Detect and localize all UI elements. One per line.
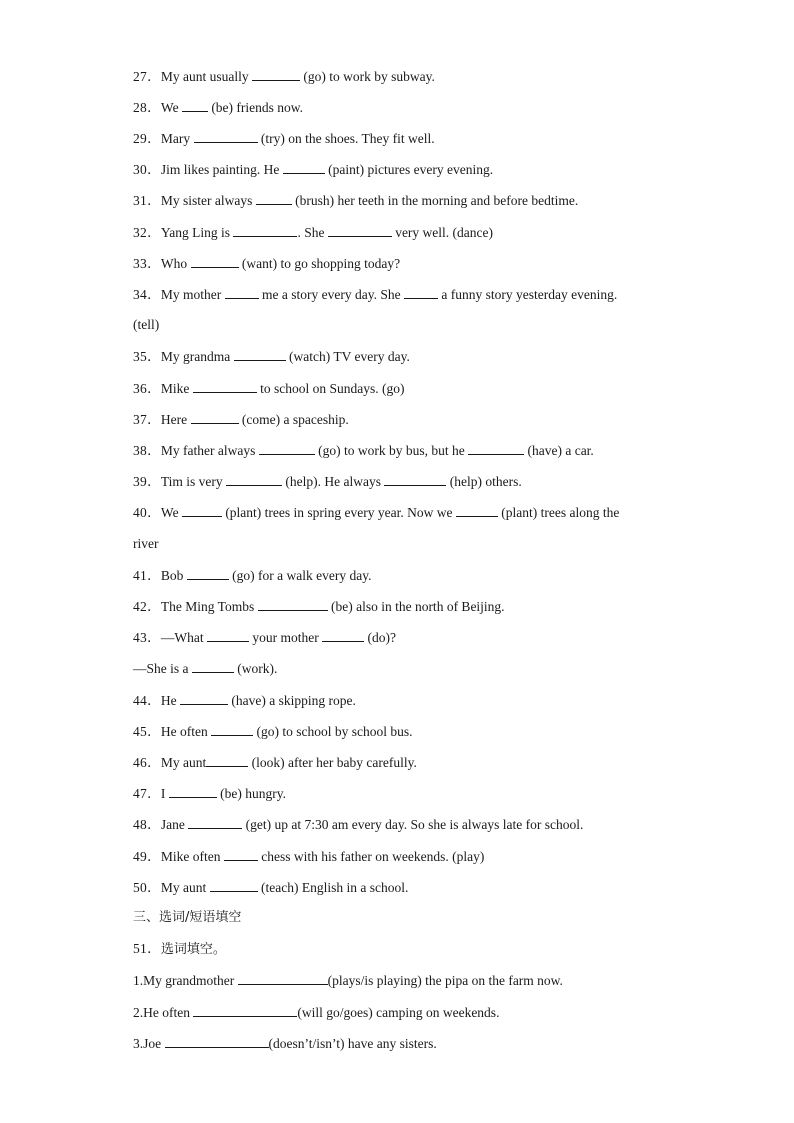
question-text: Bob — [160, 568, 187, 583]
question-text: Mike — [160, 381, 193, 396]
question-text: (have) a car. — [524, 443, 594, 458]
answer-blank[interactable] — [226, 472, 282, 486]
question-text: (go) to work by subway. — [300, 69, 435, 84]
question-39 — [133, 472, 522, 491]
question-27 — [133, 67, 435, 86]
question-text: He — [160, 693, 181, 708]
question-47 — [133, 784, 286, 803]
question-text: a funny story yesterday evening. — [438, 287, 618, 302]
question-41 — [133, 566, 371, 585]
answer-blank[interactable] — [193, 1003, 297, 1017]
sub-item-1 — [133, 971, 563, 990]
question-number: 49． — [133, 849, 161, 864]
question-text: (help). He always — [282, 474, 385, 489]
question-number: 46． — [133, 755, 161, 770]
question-text: (plant) trees in spring every year. Now we — [221, 505, 456, 520]
question-40-continued — [133, 535, 158, 553]
question-text: (be) hungry. — [216, 786, 287, 801]
answer-blank[interactable] — [468, 441, 524, 455]
question-text: 2.He often — [133, 1005, 194, 1020]
question-text: chess with his father on weekends. (play) — [257, 849, 485, 864]
question-text: Jane — [160, 817, 189, 832]
answer-blank[interactable] — [238, 971, 328, 985]
question-32 — [133, 223, 493, 242]
question-29 — [133, 129, 435, 148]
question-44 — [133, 691, 356, 710]
question-43-reply — [133, 659, 277, 678]
question-text: river — [133, 536, 159, 551]
question-text: (watch) TV every day. — [285, 349, 410, 364]
question-number: 42． — [133, 599, 161, 614]
question-text: —She is a — [133, 661, 192, 676]
answer-blank[interactable] — [225, 285, 259, 299]
question-text: (help) others. — [446, 474, 522, 489]
question-text: Jim likes painting. He — [160, 162, 283, 177]
answer-blank[interactable] — [283, 160, 325, 174]
question-text: Mike often — [160, 849, 224, 864]
answer-blank[interactable] — [182, 98, 208, 112]
answer-blank[interactable] — [182, 503, 222, 517]
answer-blank[interactable] — [259, 441, 315, 455]
question-text: The Ming Tombs — [160, 599, 258, 614]
question-instruction: 选词填空。 — [160, 942, 226, 957]
question-35 — [133, 347, 410, 366]
question-48 — [133, 815, 583, 834]
question-number: 28． — [133, 100, 161, 115]
question-text: Here — [160, 412, 191, 427]
question-text: (be) also in the north of Beijing. — [327, 599, 505, 614]
sub-item-3 — [133, 1034, 437, 1053]
answer-blank[interactable] — [224, 847, 258, 861]
question-50 — [133, 878, 408, 897]
question-number: 29． — [133, 131, 161, 146]
question-40 — [133, 503, 619, 522]
answer-blank[interactable] — [193, 379, 257, 393]
question-number: 27． — [133, 69, 161, 84]
question-text: (teach) English in a school. — [257, 880, 409, 895]
answer-blank[interactable] — [256, 191, 292, 205]
answer-blank[interactable] — [194, 129, 258, 143]
question-46 — [133, 753, 417, 772]
question-text: 1.My grandmother — [133, 973, 238, 988]
question-number: 39． — [133, 474, 161, 489]
answer-blank[interactable] — [384, 472, 446, 486]
question-number: 34． — [133, 287, 161, 302]
question-number: 30． — [133, 162, 161, 177]
answer-blank[interactable] — [188, 815, 242, 829]
answer-blank[interactable] — [258, 597, 328, 611]
question-number: 35． — [133, 349, 161, 364]
question-text: (go) for a walk every day. — [228, 568, 372, 583]
question-text: (paint) pictures every evening. — [324, 162, 494, 177]
question-text: Yang Ling is — [160, 225, 234, 240]
question-37 — [133, 410, 349, 429]
question-51 — [133, 940, 226, 959]
question-number: 37． — [133, 412, 161, 427]
answer-blank[interactable] — [206, 753, 248, 767]
answer-blank[interactable] — [207, 628, 249, 642]
question-text: (plays/is playing) the pipa on the farm now. — [327, 973, 563, 988]
question-text: (want) to go shopping today? — [238, 256, 401, 271]
question-38 — [133, 441, 594, 460]
question-text: (do)? — [364, 630, 397, 645]
question-number: 47． — [133, 786, 161, 801]
question-text: —What — [160, 630, 208, 645]
question-text: He often — [160, 724, 212, 739]
question-text: Mary — [160, 131, 194, 146]
question-text: (doesn’t/isn’t) have any sisters. — [268, 1036, 437, 1051]
question-text: My sister always — [160, 193, 256, 208]
answer-blank[interactable] — [233, 223, 297, 237]
question-36 — [133, 379, 405, 398]
question-text: (go) to school by school bus. — [253, 724, 413, 739]
question-text: I — [160, 786, 169, 801]
question-30 — [133, 160, 493, 179]
answer-blank[interactable] — [192, 659, 234, 673]
answer-blank[interactable] — [252, 67, 300, 81]
question-number: 45． — [133, 724, 161, 739]
answer-blank[interactable] — [180, 691, 228, 705]
question-34 — [133, 285, 617, 304]
question-text: Tim is very — [160, 474, 227, 489]
answer-blank[interactable] — [191, 254, 239, 268]
question-text: me a story every day. She — [258, 287, 404, 302]
question-45 — [133, 722, 413, 741]
question-text: (tell) — [133, 317, 160, 332]
question-number: 51． — [133, 941, 161, 956]
answer-blank[interactable] — [169, 784, 217, 798]
answer-blank[interactable] — [210, 878, 258, 892]
question-text: . She — [297, 225, 328, 240]
answer-blank[interactable] — [165, 1034, 269, 1048]
question-text: (go) to work by bus, but he — [314, 443, 469, 458]
question-text: (look) after her baby carefully. — [248, 755, 417, 770]
question-number: 32． — [133, 225, 161, 240]
question-number: 44． — [133, 693, 161, 708]
question-34-continued — [133, 316, 159, 334]
question-number: 50． — [133, 880, 161, 895]
answer-blank[interactable] — [234, 347, 286, 361]
question-number: 31． — [133, 193, 161, 208]
question-number: 41． — [133, 568, 161, 583]
question-33 — [133, 254, 400, 273]
question-text: very well. (dance) — [391, 225, 494, 240]
question-number: 36． — [133, 381, 161, 396]
question-number: 40． — [133, 505, 161, 520]
question-number: 43． — [133, 630, 161, 645]
answer-blank[interactable] — [322, 628, 364, 642]
question-text: We — [160, 505, 182, 520]
question-31 — [133, 191, 578, 210]
sub-item-2 — [133, 1003, 499, 1022]
question-number: 48． — [133, 817, 161, 832]
question-text: My father always — [160, 443, 259, 458]
question-49 — [133, 847, 484, 866]
question-text: My aunt — [160, 755, 207, 770]
question-text: Who — [160, 256, 191, 271]
question-number: 33． — [133, 256, 161, 271]
question-text: My aunt usually — [160, 69, 253, 84]
question-text: My mother — [160, 287, 225, 302]
question-text: (have) a skipping rope. — [228, 693, 356, 708]
question-text: (plant) trees along the — [497, 505, 620, 520]
question-text: (work). — [233, 661, 278, 676]
question-28 — [133, 98, 303, 117]
question-text: (try) on the shoes. They fit well. — [257, 131, 435, 146]
question-43 — [133, 628, 396, 647]
question-text: We — [160, 100, 182, 115]
question-text: (brush) her teeth in the morning and before bedtime. — [291, 193, 579, 208]
question-text: (will go/goes) camping on weekends. — [297, 1005, 500, 1020]
answer-blank[interactable] — [328, 223, 392, 237]
question-text: to school on Sundays. (go) — [256, 381, 405, 396]
question-number: 38． — [133, 443, 161, 458]
question-42 — [133, 597, 505, 616]
answer-blank[interactable] — [456, 503, 498, 517]
answer-blank[interactable] — [211, 722, 253, 736]
question-text: My aunt — [160, 880, 210, 895]
question-text: My grandma — [160, 349, 234, 364]
section-heading: 三、选词/短语填空 — [133, 910, 242, 925]
answer-blank[interactable] — [404, 285, 438, 299]
question-text: (come) a spaceship. — [238, 412, 349, 427]
question-text: your mother — [249, 630, 323, 645]
answer-blank[interactable] — [187, 566, 229, 580]
question-text: (be) friends now. — [207, 100, 304, 115]
question-text: (get) up at 7:30 am every day. So she is always late for school. — [242, 817, 584, 832]
question-text: 3.Joe — [133, 1036, 165, 1051]
answer-blank[interactable] — [191, 410, 239, 424]
